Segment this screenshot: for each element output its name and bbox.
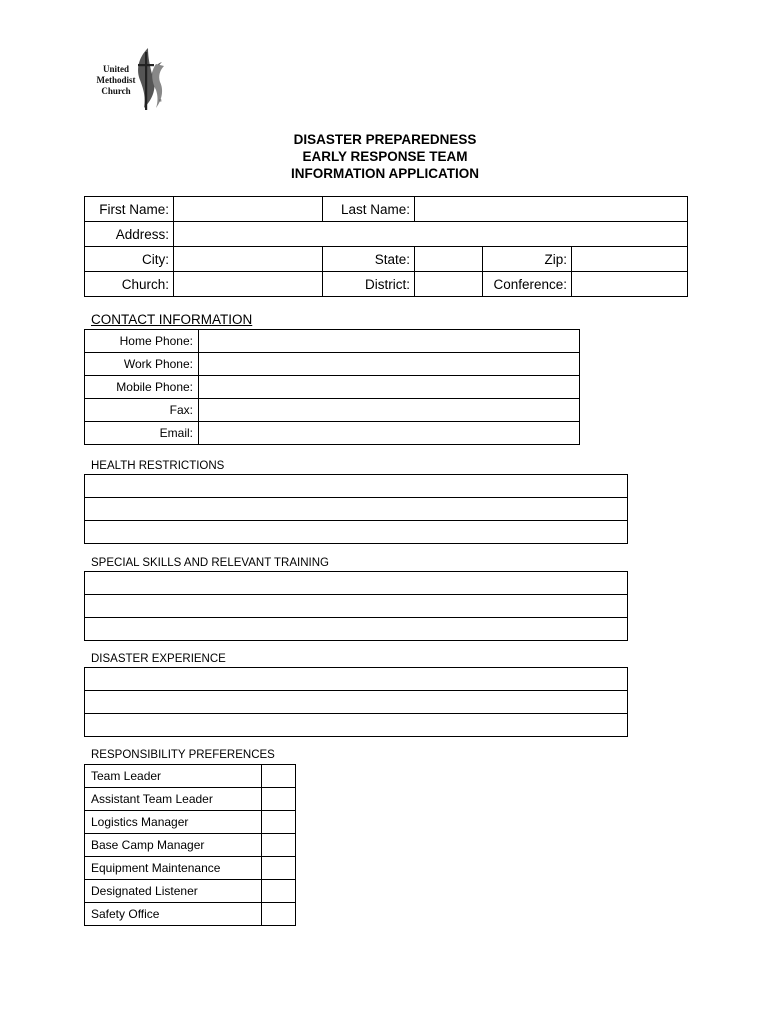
preference-label: Base Camp Manager <box>85 834 262 857</box>
responsibility-preferences-heading: RESPONSIBILITY PREFERENCES <box>91 749 275 761</box>
table-row <box>85 475 628 498</box>
zip-field[interactable] <box>572 247 688 272</box>
contact-info-table <box>84 329 580 445</box>
preference-label: Designated Listener <box>85 880 262 903</box>
preference-label: Logistics Manager <box>85 811 262 834</box>
team-leader-checkbox[interactable] <box>262 765 296 788</box>
title-line-1: DISASTER PREPAREDNESS <box>293 132 477 147</box>
table-row <box>85 422 580 445</box>
health-line-2[interactable] <box>85 498 628 521</box>
preference-label: Equipment Maintenance <box>85 857 262 880</box>
work-phone-field[interactable] <box>199 353 580 376</box>
logo-text: United Methodist Church <box>96 64 136 96</box>
table-row <box>85 330 580 353</box>
church-label: Church: <box>85 272 174 297</box>
table-row <box>85 691 628 714</box>
email-field[interactable] <box>199 422 580 445</box>
table-row <box>85 247 688 272</box>
responsibility-preferences-table <box>84 764 296 926</box>
equipment-maintenance-checkbox[interactable] <box>262 857 296 880</box>
table-row <box>85 765 296 788</box>
table-row <box>85 222 688 247</box>
table-row <box>85 572 628 595</box>
table-row <box>85 668 628 691</box>
safety-office-checkbox[interactable] <box>262 903 296 926</box>
city-field[interactable] <box>174 247 323 272</box>
state-field[interactable] <box>415 247 483 272</box>
home-phone-field[interactable] <box>199 330 580 353</box>
first-name-label: First Name: <box>85 197 174 222</box>
experience-line-3[interactable] <box>85 714 628 737</box>
conference-label: Conference: <box>483 272 572 297</box>
base-camp-manager-checkbox[interactable] <box>262 834 296 857</box>
contact-info-heading: CONTACT INFORMATION <box>91 312 253 327</box>
table-row <box>85 272 688 297</box>
fax-field[interactable] <box>199 399 580 422</box>
form-title <box>0 131 770 182</box>
table-row <box>85 399 580 422</box>
disaster-experience-table <box>84 667 628 737</box>
church-field[interactable] <box>174 272 323 297</box>
applicant-info-table <box>84 196 688 297</box>
city-label: City: <box>85 247 174 272</box>
experience-line-2[interactable] <box>85 691 628 714</box>
skills-line-3[interactable] <box>85 618 628 641</box>
table-row <box>85 521 628 544</box>
assistant-team-leader-checkbox[interactable] <box>262 788 296 811</box>
table-row <box>85 376 580 399</box>
home-phone-label: Home Phone: <box>85 330 199 353</box>
preference-label: Assistant Team Leader <box>85 788 262 811</box>
table-row <box>85 353 580 376</box>
experience-line-1[interactable] <box>85 668 628 691</box>
health-restrictions-heading: HEALTH RESTRICTIONS <box>91 460 225 472</box>
table-row <box>85 498 628 521</box>
table-row <box>85 595 628 618</box>
title-line-3: INFORMATION APPLICATION <box>291 166 479 181</box>
health-line-1[interactable] <box>85 475 628 498</box>
district-field[interactable] <box>415 272 483 297</box>
table-row <box>85 880 296 903</box>
title-line-2: EARLY RESPONSE TEAM <box>302 149 468 164</box>
table-row <box>85 788 296 811</box>
designated-listener-checkbox[interactable] <box>262 880 296 903</box>
health-restrictions-table <box>84 474 628 544</box>
table-row <box>85 903 296 926</box>
preference-label: Team Leader <box>85 765 262 788</box>
district-label: District: <box>323 272 415 297</box>
conference-field[interactable] <box>572 272 688 297</box>
special-skills-table <box>84 571 628 641</box>
special-skills-heading: SPECIAL SKILLS AND RELEVANT TRAINING <box>91 557 329 569</box>
table-row <box>85 857 296 880</box>
mobile-phone-field[interactable] <box>199 376 580 399</box>
email-label: Email: <box>85 422 199 445</box>
address-field[interactable] <box>174 222 688 247</box>
fax-label: Fax: <box>85 399 199 422</box>
last-name-label: Last Name: <box>323 197 415 222</box>
health-line-3[interactable] <box>85 521 628 544</box>
work-phone-label: Work Phone: <box>85 353 199 376</box>
table-row <box>85 714 628 737</box>
address-label: Address: <box>85 222 174 247</box>
logo-trademark: ® <box>159 98 162 103</box>
first-name-field[interactable] <box>174 197 323 222</box>
table-row <box>85 618 628 641</box>
mobile-phone-label: Mobile Phone: <box>85 376 199 399</box>
zip-label: Zip: <box>483 247 572 272</box>
skills-line-1[interactable] <box>85 572 628 595</box>
united-methodist-church-logo <box>86 44 178 114</box>
logistics-manager-checkbox[interactable] <box>262 811 296 834</box>
table-row <box>85 197 688 222</box>
disaster-experience-heading: DISASTER EXPERIENCE <box>91 653 226 665</box>
table-row <box>85 834 296 857</box>
state-label: State: <box>323 247 415 272</box>
last-name-field[interactable] <box>415 197 688 222</box>
preference-label: Safety Office <box>85 903 262 926</box>
table-row <box>85 811 296 834</box>
skills-line-2[interactable] <box>85 595 628 618</box>
